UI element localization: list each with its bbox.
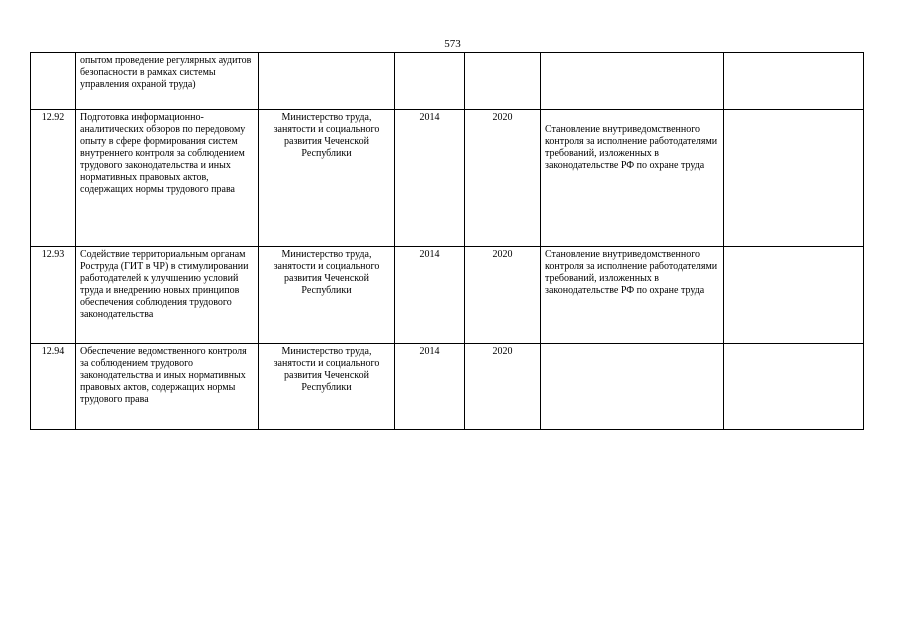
measure-description-cell: Содействие территориальным органам Роструда (ГИТ в ЧР) в стимулировании работодателей к улучшению условий труда и внедрению новых принципов обеспечения соблюдения трудового законодательства <box>76 247 259 344</box>
row-number-cell: 12.93 <box>31 247 76 344</box>
expected-result-cell <box>541 53 724 110</box>
note-cell <box>724 344 864 430</box>
expected-result-text: Становление внутриведомственного контроля за исполнение работодателями требований, изложенных в законодательстве РФ по охране труда <box>545 124 718 171</box>
row-number-cell <box>31 53 76 110</box>
measure-description-cell: опытом проведение регулярных аудитов безопасности в рамках системы управления охраной труда) <box>76 53 259 110</box>
row-number-cell: 12.94 <box>31 344 76 430</box>
table-row <box>31 53 864 110</box>
executor-cell <box>259 53 395 110</box>
table-row <box>31 110 864 247</box>
executor-cell: Министерство труда, занятости и социального развития Чеченской Республики <box>259 344 395 430</box>
measure-description-cell: Подготовка информационно-аналитических обзоров по передовому опыту в сфере формирования систем внутреннего контроля за соблюдением трудового законодательства и иных нормативных правовых актов, содержащих нормы трудового права <box>76 110 259 247</box>
expected-result-cell <box>541 110 724 247</box>
end-year-cell: 2020 <box>465 344 541 430</box>
expected-result-cell <box>541 247 724 344</box>
row-number-cell: 12.92 <box>31 110 76 247</box>
executor-cell: Министерство труда, занятости и социального развития Чеченской Республики <box>259 247 395 344</box>
expected-result-text: Становление внутриведомственного контроля за исполнение работодателями требований, изложенных в законодательстве РФ по охране труда <box>545 249 718 296</box>
measures-table <box>30 52 864 430</box>
end-year-cell <box>465 53 541 110</box>
table-row <box>31 344 864 430</box>
expected-result-cell <box>541 344 724 430</box>
start-year-cell: 2014 <box>395 247 465 344</box>
note-cell <box>724 53 864 110</box>
start-year-cell: 2014 <box>395 110 465 247</box>
table-row <box>31 247 864 344</box>
note-cell <box>724 247 864 344</box>
note-cell <box>724 110 864 247</box>
executor-cell: Министерство труда, занятости и социального развития Чеченской Республики <box>259 110 395 247</box>
page-number: 573 <box>444 38 461 50</box>
measure-description-cell: Обеспечение ведомственного контроля за соблюдением трудового законодательства и иных нормативных правовых актов, содержащих нормы трудового права <box>76 344 259 430</box>
end-year-cell: 2020 <box>465 110 541 247</box>
end-year-cell: 2020 <box>465 247 541 344</box>
start-year-cell: 2014 <box>395 344 465 430</box>
start-year-cell <box>395 53 465 110</box>
